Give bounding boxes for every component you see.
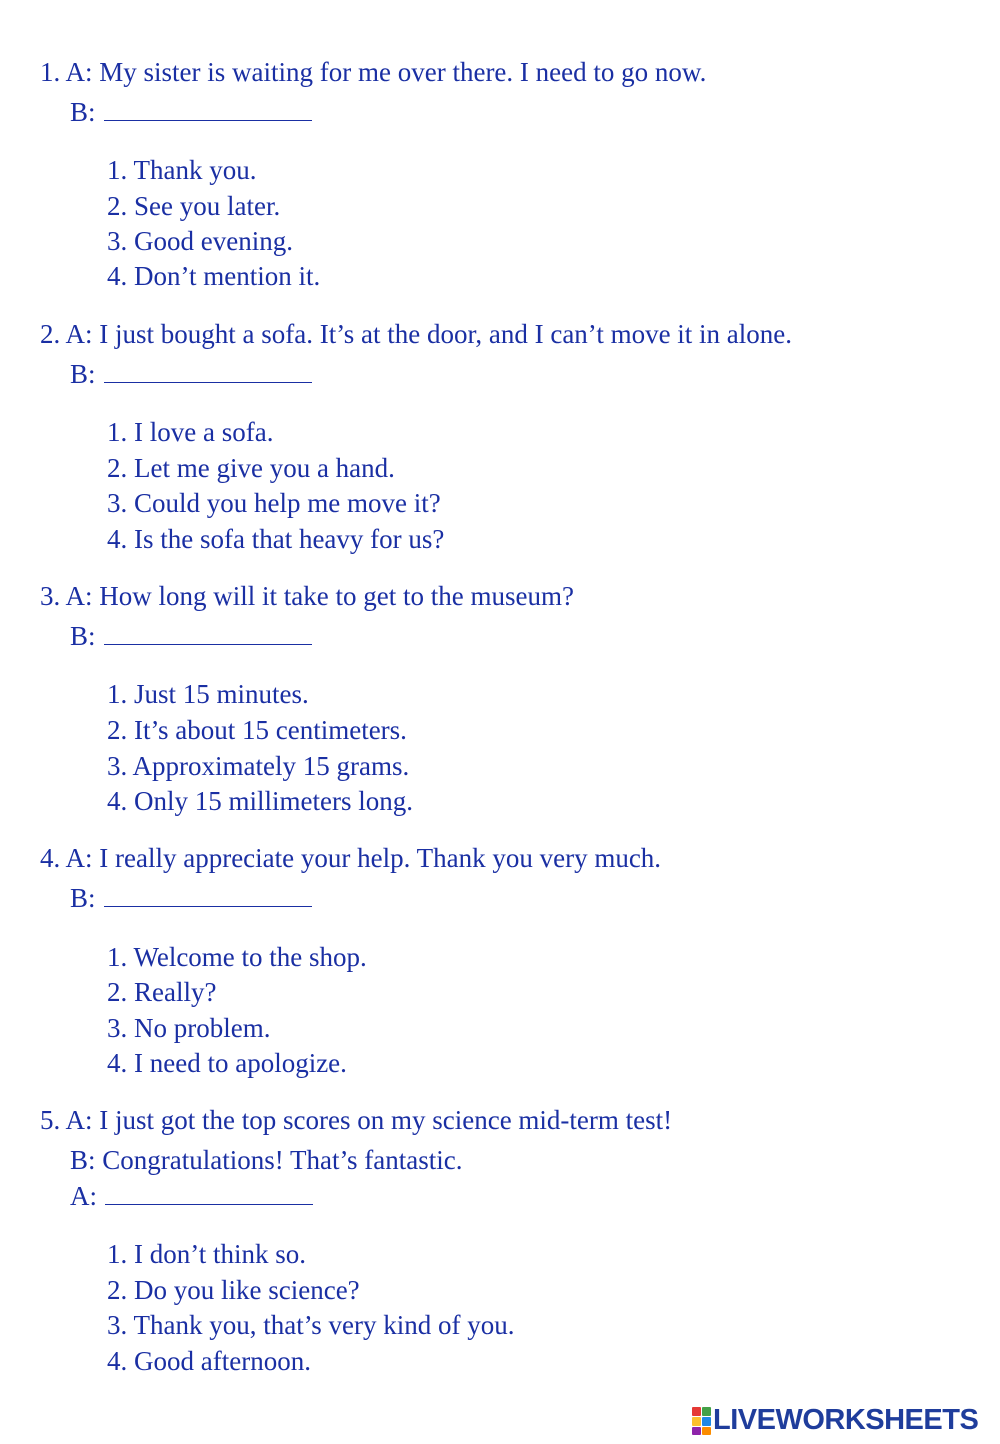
dialogue-text: My sister is waiting for me over there. I need to go now. — [99, 57, 707, 87]
answer-blank[interactable] — [104, 622, 312, 645]
question-number: 4. — [40, 843, 61, 873]
dialogue-line — [40, 56, 706, 88]
dialogue-text: I just bought a sofa. It’s at the door, and I can’t move it in alone. — [99, 319, 793, 349]
dialogue-line — [70, 620, 312, 652]
dialogue-text: I really appreciate your help. Thank you very much. — [99, 843, 662, 873]
brand-name: LIVEWORKSHEETS — [713, 1403, 979, 1436]
dialogue-line — [70, 358, 312, 390]
answer-option[interactable]: 1. Just 15 minutes. — [107, 679, 309, 709]
speaker-label: A: — [65, 581, 93, 611]
answer-option[interactable]: 2. Do you like science? — [107, 1275, 360, 1305]
question-number: 5. — [40, 1105, 61, 1135]
speaker-label: B: — [70, 1145, 96, 1175]
answer-option[interactable]: 2. See you later. — [107, 191, 281, 221]
dialogue-line — [70, 1180, 313, 1212]
dialogue-line — [70, 882, 312, 914]
dialogue-line — [40, 1104, 672, 1136]
speaker-label: B: — [70, 359, 96, 389]
answer-blank[interactable] — [104, 98, 312, 121]
answer-option[interactable]: 1. Welcome to the shop. — [107, 942, 367, 972]
answer-option[interactable]: 1. Thank you. — [107, 155, 257, 185]
answer-blank[interactable] — [105, 1182, 313, 1205]
answer-option[interactable]: 1. I don’t think so. — [107, 1239, 307, 1269]
answer-option[interactable]: 3. No problem. — [107, 1013, 271, 1043]
speaker-label: A: — [65, 319, 93, 349]
speaker-label: A: — [65, 843, 93, 873]
speaker-label: A: — [65, 1105, 93, 1135]
answer-option[interactable]: 3. Thank you, that’s very kind of you. — [107, 1310, 515, 1340]
speaker-label: A: — [65, 57, 93, 87]
answer-option[interactable]: 1. I love a sofa. — [107, 417, 274, 447]
dialogue-text: How long will it take to get to the museum? — [99, 581, 574, 611]
liveworksheets-logo-icon — [692, 1407, 710, 1433]
dialogue-line — [40, 580, 574, 612]
answer-blank[interactable] — [104, 360, 312, 383]
answer-option[interactable]: 4. I need to apologize. — [107, 1048, 347, 1078]
answer-option[interactable]: 3. Could you help me move it? — [107, 488, 441, 518]
answer-option[interactable]: 2. Let me give you a hand. — [107, 453, 395, 483]
dialogue-line — [70, 96, 312, 128]
answer-option[interactable]: 4. Good afternoon. — [107, 1346, 311, 1376]
question-number: 2. — [40, 319, 61, 349]
dialogue-line — [40, 318, 792, 350]
dialogue-text: Congratulations! That’s fantastic. — [102, 1145, 463, 1175]
answer-option[interactable]: 4. Don’t mention it. — [107, 261, 321, 291]
answer-option[interactable]: 2. It’s about 15 centimeters. — [107, 715, 407, 745]
dialogue-text: I just got the top scores on my science mid-term test! — [99, 1105, 673, 1135]
speaker-label: A: — [70, 1181, 97, 1211]
question-number: 1. — [40, 57, 61, 87]
answer-blank[interactable] — [104, 884, 312, 907]
answer-option[interactable]: 3. Good evening. — [107, 226, 293, 256]
question-number: 3. — [40, 581, 61, 611]
dialogue-line — [40, 842, 661, 874]
liveworksheets-watermark — [692, 1404, 978, 1436]
dialogue-line — [70, 1144, 462, 1176]
answer-option[interactable]: 2. Really? — [107, 977, 217, 1007]
speaker-label: B: — [70, 621, 96, 651]
speaker-label: B: — [70, 883, 96, 913]
answer-option[interactable]: 3. Approximately 15 grams. — [107, 751, 410, 781]
answer-option[interactable]: 4. Is the sofa that heavy for us? — [107, 524, 445, 554]
answer-option[interactable]: 4. Only 15 millimeters long. — [107, 786, 413, 816]
speaker-label: B: — [70, 97, 96, 127]
